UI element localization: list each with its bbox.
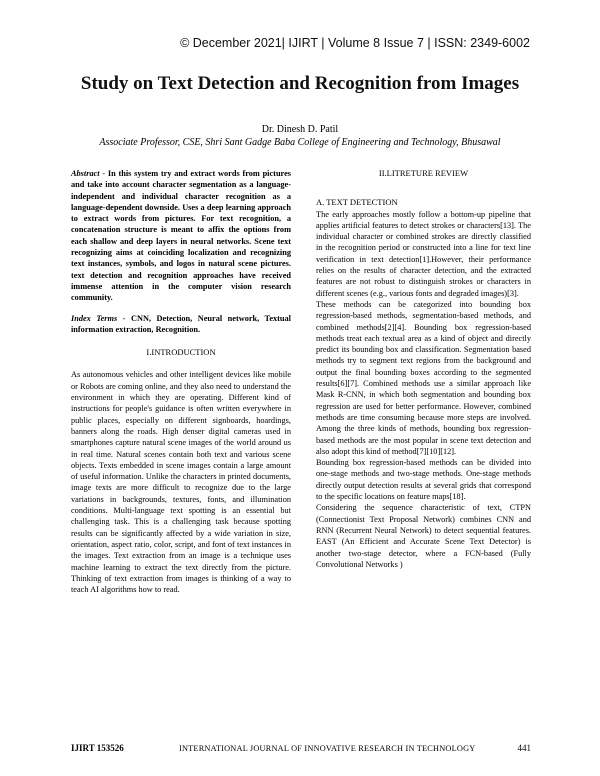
index-terms xyxy=(71,313,291,336)
text-detection-subheading: A. TEXT DETECTION xyxy=(316,197,398,208)
literature-heading: II.LITRETURE REVIEW xyxy=(378,168,469,178)
introduction-text: As autonomous vehicles and other intelligent devices like mobile or Robots are coming online, and they also need to understand the environment in which they are operating. Different kind of instructions for people's guidance is often written everywhere in public places, especially on different signboards, hoardings, banners along the roads. High denser digital cameras used in smartphones capture natural scene images of the world around us in real time. Natural scenes contain both text and various scene objects. Texts embedded in scene images contain a large amount of useful information. Unlike the characters in printed documents, image texts are more difficult to recognize due to the large variations in backgrounds, textures, fonts, and illumination conditions. Multi-language text spotting is an essential but challenging task. This is a challenging task because spotting results can be significantly affected by a wide variation in size, orientation, aspect ratio, color, script, and font of text instances in the images. Text extraction from an image is a technique uses machine learning to extract the text directly from the picture. Thinking of text extraction from images is thinking of a way to teach AI algorithms how to read. xyxy=(71,370,291,595)
abstract-text: In this system try and extract words from pictures and take into account character segmentation as a language-independent and individual character recognition as a language-dependent downside. Uses a deep learning approach to extract words from pictures. For text recognition, a concatenation structure is meant to affix the options from each shallow and deep layers in neural networks. Scene text recognizing aims at coinciding localization and recognizing text instances, symbols, and logos in natural scene pictures. text detection and recognition approaches have received immense attention in the computer vision research community. xyxy=(71,169,291,303)
index-terms-label: Index Terms - xyxy=(71,313,126,323)
page-footer xyxy=(71,743,531,757)
abstract xyxy=(71,168,291,304)
footer-page-number: 441 xyxy=(517,743,531,753)
right-column xyxy=(316,168,531,570)
literature-paragraph-3: Bounding box regression-based methods can be divided into one-stage methods and two-stage methods. One-stage methods directly output detection results at several grids that correspond to the specific locations on feature maps[18]. xyxy=(316,458,531,502)
introduction-heading: I.INTRODUCTION xyxy=(146,347,216,358)
literature-paragraph-1: The early approaches mostly follow a bottom-up pipeline that applies artificial features to detect strokes or characters[13]. The individual character or combined strokes are directly classified in the recognition period or constructed into a line for text line verification in text detection[1].However, their performance relies on the results of character detection, and the extracted features are not robust to distinguish strokes or characters in different scenes (e.g., various fonts and degraded images)[3]. xyxy=(316,209,531,298)
author-name: Dr. Dinesh D. Patil xyxy=(261,124,339,135)
footer-journal-id: IJIRT 153526 xyxy=(71,743,124,753)
abstract-label: Abstract - xyxy=(71,169,106,178)
literature-paragraph-4: Considering the sequence characteristic of text, CTPN (Connectionist Text Proposal Network) combines CNN and RNN (Recurrent Neural Network) to detect sequential features. EAST (An Efficient and Accurate Scene Text Detector) is another two-stage detector, where a FCN-based (Fully Convolutional Networks ) xyxy=(316,503,531,569)
index-terms-text: CNN, Detection, Neural network, Textual information extraction, Recognition. xyxy=(71,313,291,334)
paper-title: Study on Text Detection and Recognition from Images xyxy=(80,73,520,94)
literature-paragraph-2: These methods can be categorized into bounding box regression-based methods, segmentation-based methods, and combined methods[2][4]. Bounding box regression-based methods treat each textual area as a kind of object and directly predict its bounding box and classification. Segmentation based methods try to segment text regions from the background and output the final bounding boxes according to the segmented results[6][7]. Combined methods use a similar approach like Mask R-CNN, in which both segmentation and bounding box regression are used for better performance. However, combined methods are time consuming because more steps are involved. Among the three kinds of methods, bounding box regression-based methods are the most popular in scene text detection and also adopt this kind of method[7][10][12]. xyxy=(316,299,531,456)
journal-citation-header: © December 2021| IJIRT | Volume 8 Issue 7 | ISSN: 2349-6002 xyxy=(180,36,530,50)
author-affiliation: Associate Professor, CSE, Shri Sant Gadge Baba College of Engineering and Technology, Bhusawal xyxy=(99,137,501,148)
left-column xyxy=(71,168,291,595)
footer-journal-name: INTERNATIONAL JOURNAL OF INNOVATIVE RESEARCH IN TECHNOLOGY xyxy=(179,744,476,753)
